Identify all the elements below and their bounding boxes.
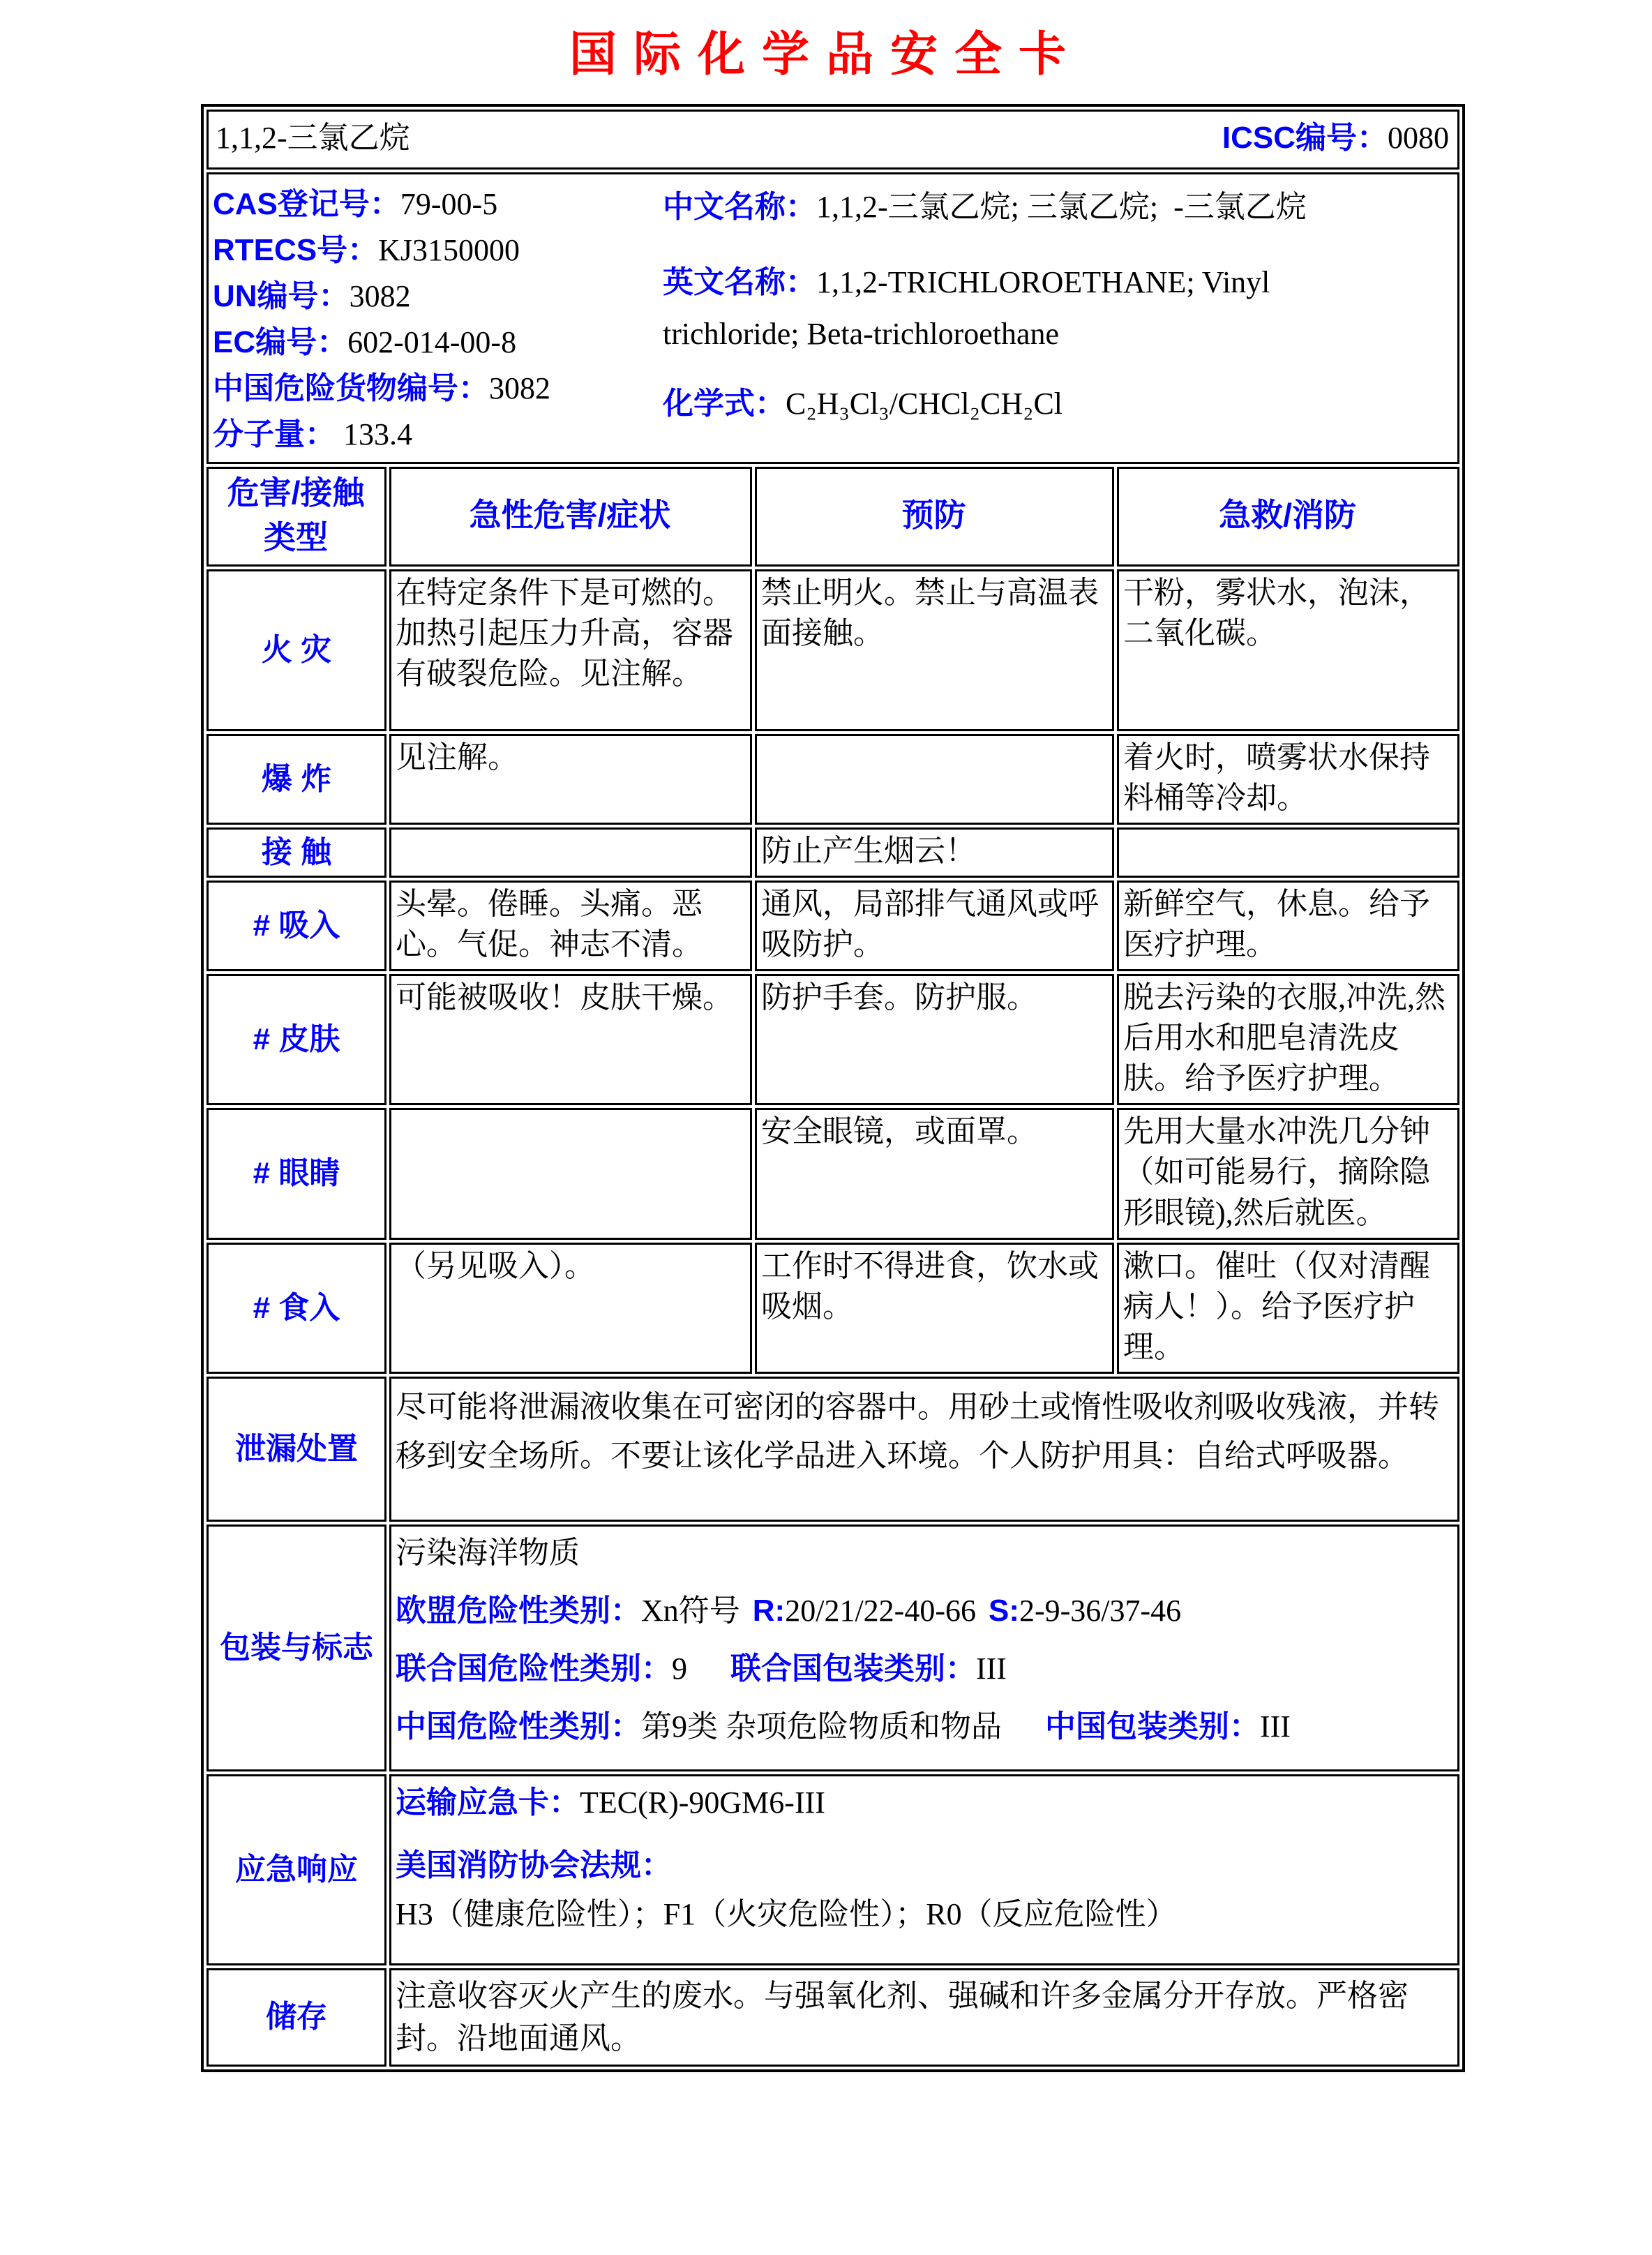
rtecs-number-value: KJ3150000 <box>378 233 520 267</box>
header-hazard-type: 危害/接触类型 <box>206 467 386 567</box>
ingestion-symptom-cell: （另见吸入）。 <box>389 1243 752 1374</box>
transport-emergency-card-value: TEC(R)-90GM6-III <box>580 1785 825 1820</box>
inhalation-prevention-cell: 通风，局部排气通风或呼吸防护。 <box>755 881 1114 971</box>
r-phrases-value: 20/21/22-40-66 <box>785 1593 976 1628</box>
explosion-aid-cell: 着火时，喷雾状水保持料桶等冷却。 <box>1117 734 1459 825</box>
ingestion-prevention-cell: 工作时不得进食，饮水或吸烟。 <box>755 1243 1114 1374</box>
chemical-formula-value: C₂H₃Cl₃/CHCl₂CH₂Cl <box>786 386 1063 421</box>
spill-row-label: 泄漏处置 <box>206 1377 386 1522</box>
china-dg-number-label: 中国危险货物编号： <box>213 371 489 405</box>
marine-pollutant-line: 污染海洋物质 <box>396 1535 580 1570</box>
storage-row-label: 储存 <box>206 1968 386 2067</box>
explosion-symptom-cell: 见注解。 <box>389 734 752 825</box>
identifiers-cell <box>206 172 1459 464</box>
fire-prevention-cell: 禁止明火。禁止与高温表面接触。 <box>755 569 1114 731</box>
cas-number-label: CAS登记号： <box>213 187 400 221</box>
un-hazard-class-value: 9 <box>672 1651 687 1686</box>
s-phrases-label: S: <box>988 1593 1019 1628</box>
inhalation-row <box>206 881 1459 971</box>
name-row <box>206 110 1459 170</box>
identifiers-wrap <box>213 176 1452 458</box>
china-packing-group-value: III <box>1260 1709 1291 1744</box>
packaging-text-cell <box>389 1524 1459 1771</box>
skin-aid-cell: 脱去污染的衣服,冲洗,然后用水和肥皂清洗皮肤。给予医疗护理。 <box>1117 974 1459 1105</box>
spill-text-cell <box>389 1377 1459 1522</box>
header-first-aid: 急救/消防 <box>1117 467 1459 567</box>
identifiers-row <box>206 172 1459 464</box>
ec-number-value: 602-014-00-8 <box>347 325 517 359</box>
inhalation-symptom-cell: 头晕。倦睡。头痛。恶心。气促。神志不清。 <box>389 881 752 971</box>
page-title: 国际化学品安全卡 <box>569 28 1083 81</box>
china-dg-number-line <box>213 366 663 412</box>
transport-emergency-card-line <box>396 1783 1452 1822</box>
explosion-row-label: 爆 炸 <box>206 734 386 825</box>
un-number-value: 3082 <box>349 279 411 313</box>
eu-hazard-class-line <box>396 1591 1452 1630</box>
explosion-row <box>206 734 1459 825</box>
spill-row <box>206 1377 1459 1522</box>
storage-text: 注意收容灭火产生的废水。与强氧化剂、强碱和许多金属分开存放。严格密封。沿地面通风。 <box>396 1978 1409 2056</box>
eyes-prevention-cell: 安全眼镜，或面罩。 <box>755 1108 1114 1239</box>
chemical-formula-label: 化学式： <box>663 386 786 421</box>
name-cell <box>206 110 1459 170</box>
skin-row-label: # 皮肤 <box>206 974 386 1105</box>
molecular-weight-value: 133.4 <box>336 417 412 451</box>
skin-symptom-cell: 可能被吸收！皮肤干燥。 <box>389 974 752 1105</box>
header-acute-symptoms: 急性危害/症状 <box>389 467 752 567</box>
eyes-row-label: # 眼睛 <box>206 1108 386 1239</box>
eyes-row <box>206 1108 1459 1239</box>
identifiers-left-column <box>213 181 663 458</box>
r-phrases-label: R: <box>752 1593 786 1628</box>
icsc-number-label: ICSC编号： <box>1222 120 1388 155</box>
icsc-number-value: 0080 <box>1388 120 1450 155</box>
spill-text: 尽可能将泄漏液收集在可密闭的容器中。用砂土或惰性吸收剂吸收残液，并转移到安全场所。不要让该化学品进入环境。个人防护用具：自给式呼吸器。 <box>396 1389 1439 1474</box>
eyes-aid-cell: 先用大量水冲洗几分钟（如可能易行，摘除隐形眼镜),然后就医。 <box>1117 1108 1459 1239</box>
cas-number-value: 79-00-5 <box>400 187 498 221</box>
un-hazard-class-line <box>396 1649 1452 1688</box>
chemical-name: 1,1,2-三氯乙烷 <box>216 120 410 155</box>
hazard-header-row <box>206 467 1459 567</box>
un-hazard-class-label: 联合国危险性类别： <box>396 1651 672 1686</box>
inhalation-row-label: # 吸入 <box>206 881 386 971</box>
eu-hazard-class-label: 欧盟危险性类别： <box>396 1593 641 1628</box>
ec-number-line <box>213 320 663 366</box>
china-hazard-class-label: 中国危险性类别： <box>396 1709 641 1744</box>
storage-text-cell <box>389 1968 1459 2067</box>
storage-row <box>206 1968 1459 2067</box>
rtecs-number-line <box>213 227 663 274</box>
header-prevention: 预防 <box>755 467 1114 567</box>
name-wrap <box>213 118 1452 158</box>
eu-hazard-class-value: Xn符号 <box>641 1593 740 1628</box>
un-packing-group-label: 联合国包装类别： <box>730 1651 976 1686</box>
packaging-row-label: 包装与标志 <box>206 1524 386 1771</box>
china-hazard-class-value: 第9类 杂项危险物质和物品 <box>641 1709 1002 1744</box>
fire-row-label: 火 灾 <box>206 569 386 731</box>
un-number-label: UN编号： <box>213 279 350 313</box>
china-hazard-class-line <box>396 1707 1452 1746</box>
icsc-page <box>0 17 1652 2072</box>
molecular-weight-line <box>213 412 663 458</box>
identifiers-right-column <box>663 181 1388 458</box>
emergency-row <box>206 1774 1459 1965</box>
contact-aid-cell <box>1117 827 1459 878</box>
fire-row <box>206 569 1459 731</box>
ec-number-label: EC编号： <box>213 325 348 359</box>
un-number-line <box>213 274 663 320</box>
chinese-name-value: 1,1,2-三氯乙烷; 三氯乙烷; -三氯乙烷 <box>816 190 1307 224</box>
ingestion-aid-cell: 漱口。催吐（仅对清醒病人！）。给予医疗护理。 <box>1117 1243 1459 1374</box>
s-phrases-value: 2-9-36/37-46 <box>1019 1593 1182 1628</box>
inhalation-aid-cell: 新鲜空气，休息。给予医疗护理。 <box>1117 881 1459 971</box>
chinese-name-line <box>663 181 1388 233</box>
ingestion-row-label: # 食入 <box>206 1243 386 1374</box>
china-packing-group-label: 中国包装类别： <box>1045 1709 1260 1744</box>
english-name-line <box>663 257 1388 360</box>
fire-symptom-cell: 在特定条件下是可燃的。加热引起压力升高，容器有破裂危险。见注解。 <box>389 569 752 731</box>
chinese-name-label: 中文名称： <box>663 190 816 224</box>
skin-row <box>206 974 1459 1105</box>
contact-prevention-cell: 防止产生烟云！ <box>755 827 1114 878</box>
un-packing-group-value: III <box>976 1651 1007 1686</box>
nfpa-code-label: 美国消防协会法规： <box>396 1848 672 1882</box>
contact-row <box>206 827 1459 878</box>
emergency-row-label: 应急响应 <box>206 1774 386 1965</box>
cas-number-line <box>213 181 663 227</box>
eyes-symptom-cell <box>389 1108 752 1239</box>
english-name-label: 英文名称： <box>663 264 816 299</box>
chemical-formula-line <box>663 381 1388 427</box>
molecular-weight-label: 分子量： <box>213 417 336 451</box>
nfpa-code-value: H3（健康危险性）；F1（火灾危险性）；R0（反应危险性） <box>396 1897 1177 1932</box>
icsc-card-table <box>201 104 1465 2072</box>
contact-row-label: 接 触 <box>206 827 386 878</box>
transport-emergency-card-label: 运输应急卡： <box>396 1785 580 1820</box>
icsc-number-group <box>1222 118 1449 158</box>
fire-aid-cell: 干粉，雾状水，泡沫，二氧化碳。 <box>1117 569 1459 731</box>
emergency-text-cell <box>389 1774 1459 1965</box>
nfpa-code-line <box>396 1841 1452 1940</box>
packaging-row <box>206 1524 1459 1771</box>
ingestion-row <box>206 1243 1459 1374</box>
explosion-prevention-cell <box>755 734 1114 825</box>
rtecs-number-label: RTECS号： <box>213 233 379 267</box>
china-dg-number-value: 3082 <box>489 371 550 405</box>
skin-prevention-cell: 防护手套。防护服。 <box>755 974 1114 1105</box>
english-name-value: 1,1,2-TRICHLOROETHANE; Vinyl trichloride; Beta-trichloroethane <box>663 264 1278 351</box>
contact-symptom-cell <box>389 827 752 878</box>
